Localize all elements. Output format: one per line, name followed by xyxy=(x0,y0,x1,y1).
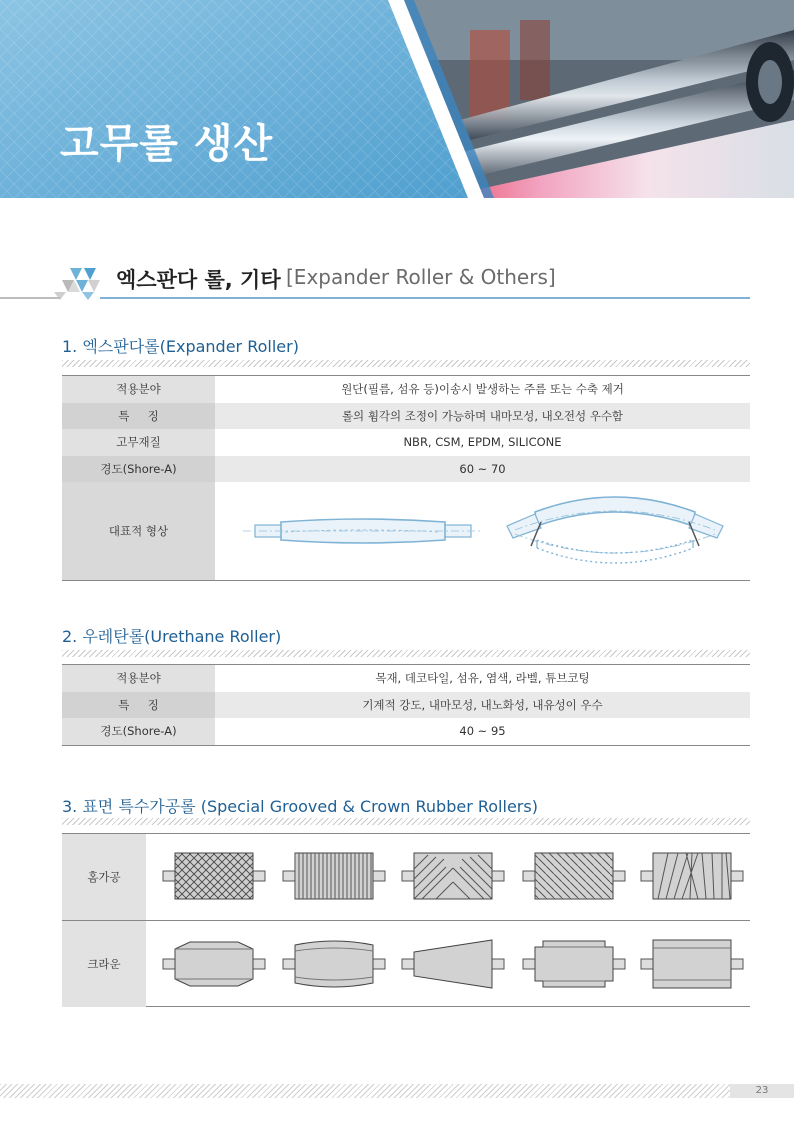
section-divider-blue xyxy=(100,297,750,299)
stepped-roller-icon xyxy=(523,941,625,987)
row-key: 특 징 xyxy=(62,403,215,430)
row-value: 기계적 강도, 내마모성, 내노화성, 내유성이 우수 xyxy=(362,697,603,712)
row-value: 60 ~ 70 xyxy=(459,461,506,476)
vertical-groove-roller-icon xyxy=(283,853,385,899)
row-value: 원단(필름, 섬유 등)이송시 발생하는 주름 또는 수축 제거 xyxy=(341,382,624,397)
groove-label: 홈가공 xyxy=(62,834,146,920)
row-value: 40 ~ 95 xyxy=(459,724,506,739)
page-number: 23 xyxy=(730,1084,794,1098)
section-divider-grey xyxy=(0,297,60,299)
table-row xyxy=(62,692,750,719)
expander-heading: 1. 엑스판다롤(Expander Roller) xyxy=(62,337,299,356)
row-key: 대표적 형상 xyxy=(62,482,215,580)
special-heading: 3. 표면 특수가공롤 (Special Grooved & Crown Rubber Rollers) xyxy=(62,797,538,816)
table-row xyxy=(62,403,750,430)
page-title: 고무롤 생산 xyxy=(60,121,274,167)
table-row xyxy=(62,376,750,403)
triangle-logo-icon xyxy=(52,264,108,300)
flat-crown-roller-icon xyxy=(641,940,743,988)
expander-roller-diagram xyxy=(215,482,750,580)
fan-groove-roller-icon xyxy=(641,853,743,899)
straight-roller-illustration xyxy=(243,519,483,543)
table-row xyxy=(62,718,750,745)
header-banner xyxy=(0,0,794,198)
table-row xyxy=(62,482,750,580)
table-row xyxy=(62,456,750,483)
crown-row xyxy=(62,921,750,1007)
row-key: 경도(Shore-A) xyxy=(62,718,215,745)
row-value: NBR, CSM, EPDM, SILICONE xyxy=(403,435,562,450)
crown-roller-icon xyxy=(163,942,265,986)
special-roller-table xyxy=(62,833,750,1007)
groove-row xyxy=(62,834,750,921)
row-key: 특 징 xyxy=(62,692,215,719)
barrel-crown-roller-icon xyxy=(283,941,385,987)
row-key: 경도(Shore-A) xyxy=(62,456,215,483)
herringbone-groove-roller-icon xyxy=(402,853,504,899)
row-key: 고무재질 xyxy=(62,429,215,456)
row-value: 목재, 데코타일, 섬유, 염색, 라벨, 튜브코팅 xyxy=(375,671,590,686)
section-title-english: [Expander Roller & Others] xyxy=(286,265,556,289)
urethane-heading: 2. 우레탄롤(Urethane Roller) xyxy=(62,627,282,646)
table-row xyxy=(62,429,750,456)
row-key: 적용분야 xyxy=(62,665,215,692)
row-value: 롤의 휨각의 조정이 가능하며 내마모성, 내오전성 우수함 xyxy=(341,408,624,423)
crown-label: 크라운 xyxy=(62,921,146,1007)
row-key: 적용분야 xyxy=(62,376,215,403)
diagonal-groove-roller-icon xyxy=(523,853,625,899)
crown-images xyxy=(146,921,750,1007)
table-row xyxy=(62,665,750,692)
hatch-divider xyxy=(62,650,750,657)
hatch-divider xyxy=(62,818,750,825)
urethane-spec-table xyxy=(62,664,750,746)
footer-hatch xyxy=(0,1084,730,1098)
section-heading xyxy=(0,258,794,300)
bent-roller-illustration xyxy=(507,497,723,563)
representative-shape-cell xyxy=(215,482,750,580)
taper-roller-icon xyxy=(402,940,504,988)
expander-spec-table xyxy=(62,375,750,581)
section-title-korean: 엑스판다 롤, 기타 xyxy=(116,268,281,292)
crosshatch-groove-roller-icon xyxy=(163,853,265,899)
hatch-divider xyxy=(62,360,750,367)
groove-images xyxy=(146,834,750,920)
